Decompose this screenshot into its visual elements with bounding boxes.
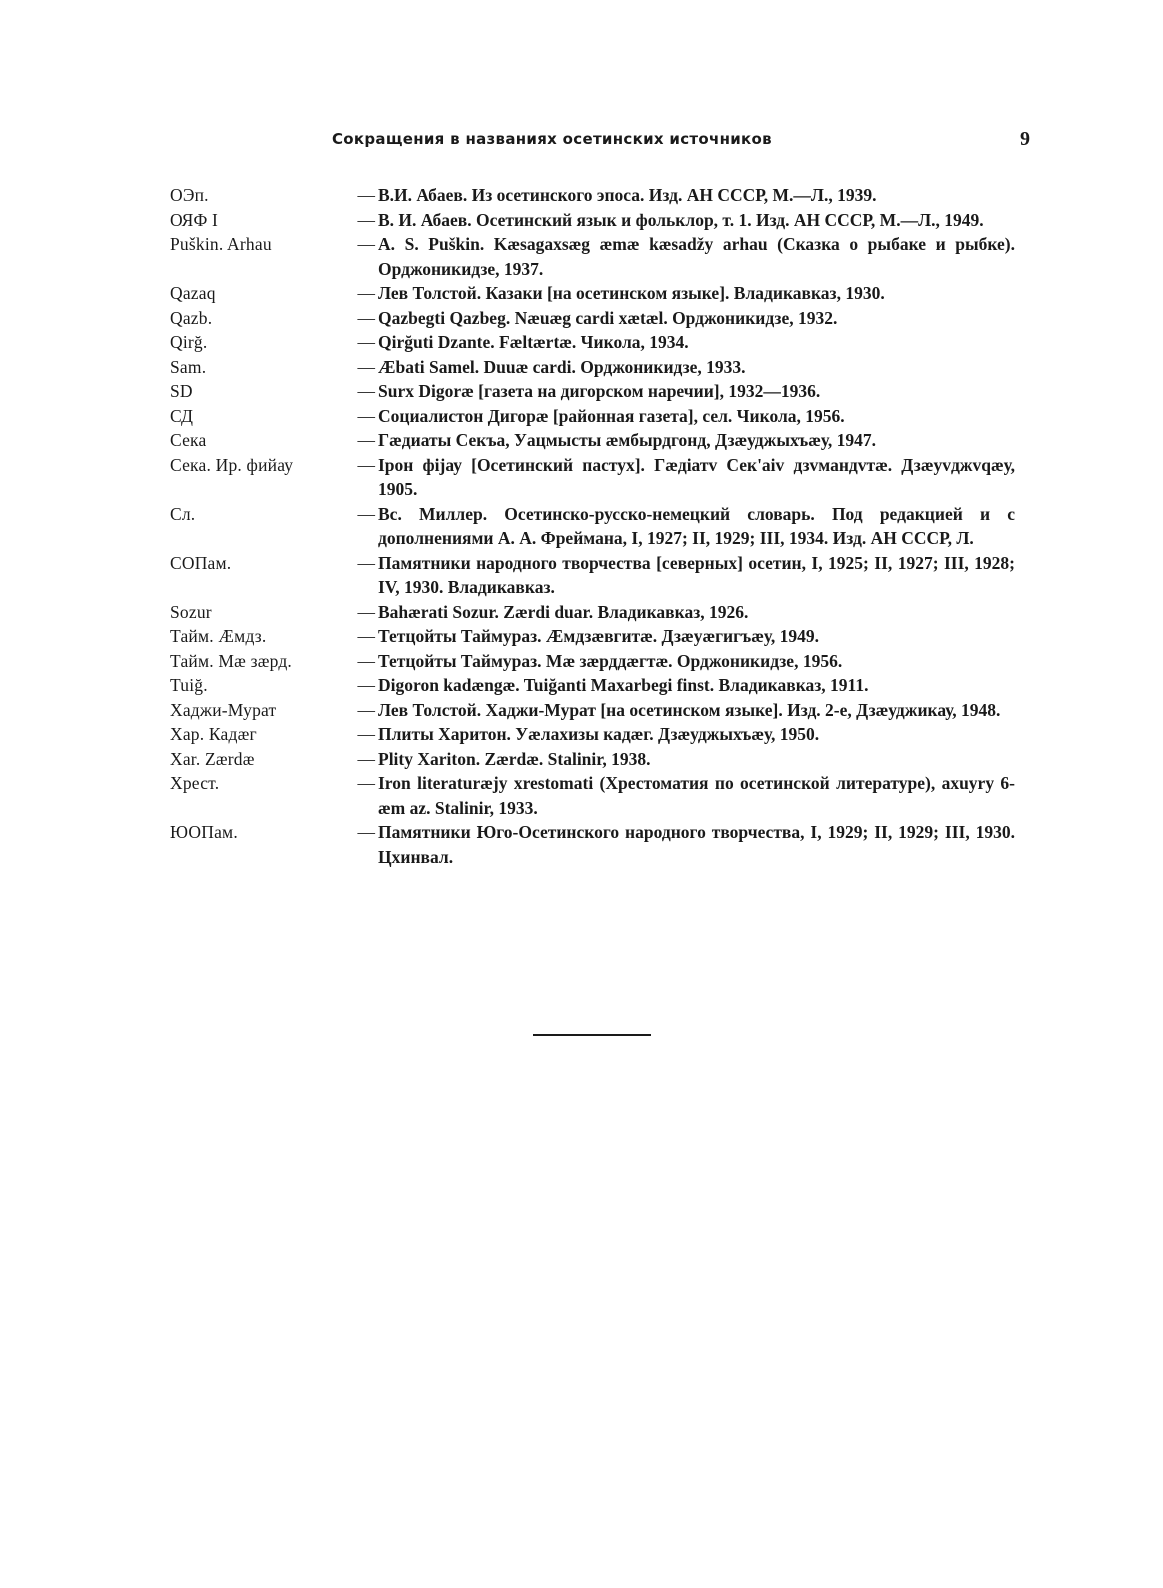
source-description: Гæдиаты Секъа, Уацмысты æмбырдгонд, Дзæуджыхъæу, 1947. bbox=[378, 430, 877, 450]
source-description: Социалистон Дигорæ [районная газета], сел. Чикола, 1956. bbox=[378, 405, 845, 426]
entry-dash: — bbox=[357, 430, 375, 450]
entry-dash: — bbox=[357, 234, 375, 254]
abbreviation-entry bbox=[170, 698, 1015, 723]
source-description: Æbati Samel. Duuæ cardi. Орджоникидзе, 1933. bbox=[378, 356, 746, 377]
running-title: Сокращения в названиях осетинских источников bbox=[332, 130, 772, 148]
source-description: Digoron kadængæ. Tuiğanti Maxarbegi finst. Владикавказ, 1911. bbox=[378, 675, 869, 695]
entry-dash: — bbox=[357, 724, 375, 744]
closing-rule bbox=[533, 1034, 651, 1036]
abbreviation-entry bbox=[170, 379, 1015, 404]
abbreviation: ОЯФ I bbox=[170, 209, 219, 230]
abbreviation-entry bbox=[170, 600, 1015, 625]
abbreviation: Хрест. bbox=[170, 773, 220, 793]
entry-dash: — bbox=[357, 307, 375, 328]
abbreviation-entry bbox=[170, 355, 1015, 380]
abbreviation-entry bbox=[170, 208, 1015, 233]
abbreviation-entry bbox=[170, 820, 1015, 869]
source-description: Тетцойты Таймураз. Мæ зæрддæгтæ. Орджоникидзе, 1956. bbox=[378, 650, 843, 671]
abbreviation: ОЭп. bbox=[170, 185, 209, 205]
entry-dash: — bbox=[357, 503, 375, 524]
source-description: Ірон фijау [Осетинский пастух]. Гæдіатv Сек'аiv дзvмандvтæ. Дзæуvджvqæу, 1905. bbox=[378, 454, 1015, 499]
source-description: Plity Xariton. Zærdæ. Stalinir, 1938. bbox=[378, 748, 651, 769]
abbreviation-entry bbox=[170, 404, 1015, 429]
source-description: Вс. Миллер. Осетинско-русско-немецкий словарь. Под редакцией и с дополнениями А. А. Фреймана, I, 1927; II, 1929; III, 1934. Изд. АН СССР, Л. bbox=[378, 503, 1015, 548]
abbreviation: Qazaq bbox=[170, 283, 216, 303]
abbreviation: Tuiğ. bbox=[170, 675, 208, 695]
abbreviation: Хаджи-Мурат bbox=[170, 699, 277, 720]
entry-dash: — bbox=[357, 209, 375, 230]
abbreviation: Тайм. Æмдз. bbox=[170, 626, 267, 646]
source-description: Тетцойты Таймураз. Æмдзæвгитæ. Дзæуæгигъæу, 1949. bbox=[378, 626, 820, 646]
entry-dash: — bbox=[357, 454, 375, 475]
abbreviation-entry bbox=[170, 649, 1015, 674]
entry-dash: — bbox=[357, 699, 375, 720]
entry-dash: — bbox=[357, 650, 375, 671]
abbreviation-entry bbox=[170, 428, 1015, 453]
source-description: A. S. Puškin. Kæsagaxsæg æmæ kæsadžy arhau (Сказка о рыбаке и рыбке). Орджоникидзе, 1937. bbox=[378, 234, 1015, 279]
abbreviation-entry bbox=[170, 183, 1015, 208]
entry-dash: — bbox=[357, 552, 375, 573]
source-description: Surx Digoræ [газета на дигорском наречии], 1932—1936. bbox=[378, 381, 821, 401]
source-description: Памятники народного творчества [северных] осетин, I, 1925; II, 1927; III, 1928; IV, 1930. Владикавказ. bbox=[378, 552, 1015, 597]
abbreviation: СОПам. bbox=[170, 552, 232, 573]
entry-dash: — bbox=[357, 748, 375, 769]
source-description: Плиты Харитон. Уæлахизы кадæг. Дзæуджыхъæу, 1950. bbox=[378, 724, 820, 744]
entry-dash: — bbox=[357, 185, 375, 205]
page-number: 9 bbox=[1020, 128, 1030, 150]
entry-dash: — bbox=[357, 283, 375, 303]
entry-dash: — bbox=[357, 675, 375, 695]
abbreviation: Sozur bbox=[170, 601, 212, 622]
abbreviation-entry bbox=[170, 502, 1015, 551]
abbreviation: ЮОПам. bbox=[170, 822, 238, 842]
abbreviation: Sam. bbox=[170, 356, 207, 377]
abbreviation: Puškin. Arhau bbox=[170, 234, 272, 254]
abbreviation: Тайм. Мæ зæрд. bbox=[170, 650, 293, 671]
abbreviation-entry bbox=[170, 281, 1015, 306]
abbreviation: Qazb. bbox=[170, 307, 213, 328]
source-description: Bahærati Sozur. Zærdi duar. Владикавказ, 1926. bbox=[378, 601, 749, 622]
abbreviation-entry bbox=[170, 771, 1015, 820]
page-header bbox=[170, 128, 1030, 158]
entry-dash: — bbox=[357, 332, 375, 352]
abbreviation-entry bbox=[170, 673, 1015, 698]
abbreviation-entry bbox=[170, 551, 1015, 600]
abbreviation: Сл. bbox=[170, 503, 196, 524]
abbreviation-entry bbox=[170, 306, 1015, 331]
abbreviation: СД bbox=[170, 405, 194, 426]
abbreviation: SD bbox=[170, 381, 193, 401]
abbreviation-entry bbox=[170, 232, 1015, 281]
source-description: Лев Толстой. Хаджи-Мурат [на осетинском языке]. Изд. 2-е, Дзæуджикау, 1948. bbox=[378, 699, 1001, 720]
entry-dash: — bbox=[357, 381, 375, 401]
abbreviation: Сека bbox=[170, 430, 207, 450]
source-description: Qazbegti Qazbeg. Næuæg cardi xætæl. Орджоникидзе, 1932. bbox=[378, 307, 838, 328]
abbreviation-list bbox=[170, 183, 1015, 869]
abbreviation: Qirğ. bbox=[170, 332, 208, 352]
source-description: Памятники Юго-Осетинского народного творчества, I, 1929; II, 1929; III, 1930. Цхинвал. bbox=[378, 822, 1015, 867]
source-description: Iron literaturæjy xrestomati (Хрестоматия по осетинской литературе), axuyry 6-æm az. Stalinir, 1933. bbox=[378, 773, 1015, 818]
source-description: В.И. Абаев. Из осетинского эпоса. Изд. АН СССР, М.—Л., 1939. bbox=[378, 185, 877, 205]
entry-dash: — bbox=[357, 601, 375, 622]
entry-dash: — bbox=[357, 626, 375, 646]
abbreviation-entry bbox=[170, 330, 1015, 355]
abbreviation: Сека. Ир. фийау bbox=[170, 454, 294, 475]
abbreviation-entry bbox=[170, 453, 1015, 502]
abbreviation-entry bbox=[170, 624, 1015, 649]
source-description: Qirğuti Dzante. Fæltærtæ. Чикола, 1934. bbox=[378, 332, 689, 352]
entry-dash: — bbox=[357, 773, 375, 793]
source-description: Лев Толстой. Казаки [на осетинском языке]. Владикавказ, 1930. bbox=[378, 283, 885, 303]
entry-dash: — bbox=[357, 356, 375, 377]
abbreviation: Xar. Zærdæ bbox=[170, 748, 255, 769]
entry-dash: — bbox=[357, 405, 375, 426]
entry-dash: — bbox=[357, 822, 375, 842]
abbreviation: Хар. Кадæг bbox=[170, 724, 257, 744]
abbreviation-entry bbox=[170, 747, 1015, 772]
abbreviation-entry bbox=[170, 722, 1015, 747]
source-description: В. И. Абаев. Осетинский язык и фольклор, т. 1. Изд. АН СССР, М.—Л., 1949. bbox=[378, 209, 984, 230]
